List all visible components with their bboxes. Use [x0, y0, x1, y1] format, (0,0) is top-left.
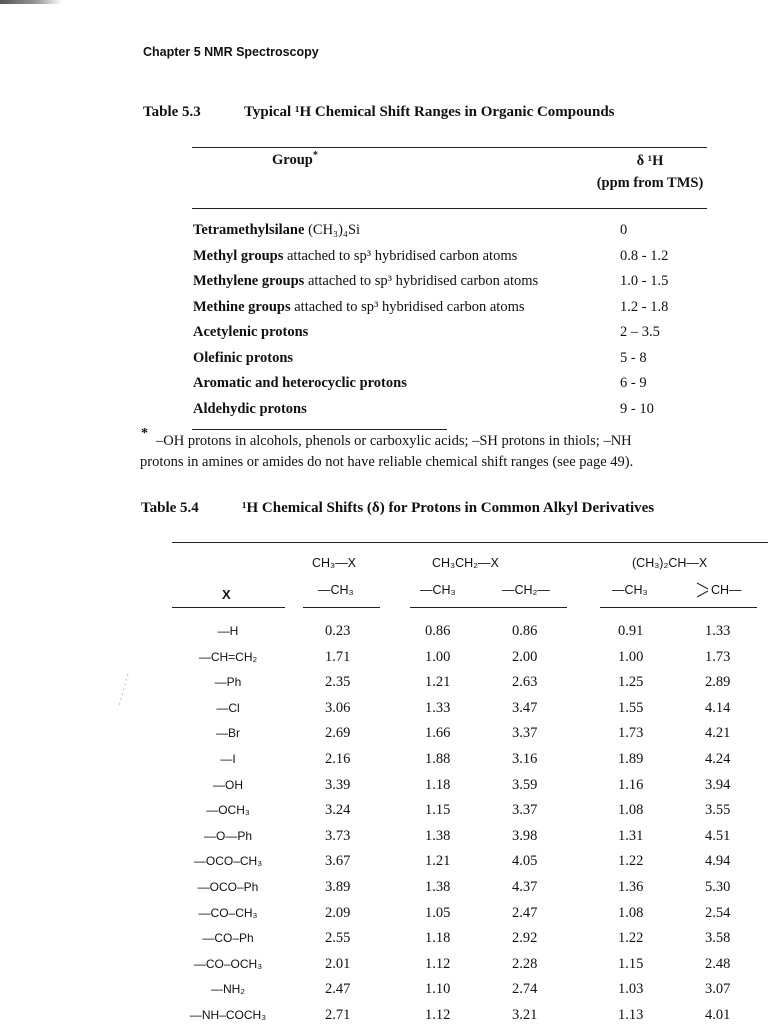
- shift-ethyl-methyl: 1.18: [425, 776, 451, 793]
- table-5-3-row: [193, 222, 360, 239]
- row-group-detail: attached to sp³ hybridised carbon atoms: [283, 247, 518, 264]
- shift-ch3x-methyl: 2.55: [325, 930, 351, 947]
- substituent-x: —H: [217, 624, 239, 638]
- table-5-3-row: [193, 401, 307, 418]
- shift-isopropyl-methyl: 1.31: [618, 827, 644, 844]
- shift-isopropyl-methine: 5.30: [705, 879, 731, 895]
- shift-ethyl-methylene: 3.37: [512, 725, 538, 742]
- shift-isopropyl-methyl: 1.36: [618, 879, 644, 895]
- shift-isopropyl-methyl: 1.22: [618, 930, 644, 947]
- table-5-3-label: Table 5.3: [143, 104, 201, 120]
- row-shift-range: 2 – 3.5: [620, 324, 660, 340]
- shift-ethyl-methyl: 1.12: [425, 955, 451, 972]
- shift-isopropyl-methyl: 1.08: [618, 802, 644, 819]
- shift-ethyl-methylene: 3.98: [512, 827, 538, 844]
- shift-isopropyl-methyl: 1.73: [618, 725, 644, 742]
- subheader-methyl-isopropyl: —CH₃: [612, 583, 648, 597]
- row-group-detail: (CH₃)₄Si: [304, 222, 361, 238]
- shift-ch3x-methyl: 2.16: [325, 751, 351, 767]
- shift-ethyl-methyl: 1.21: [425, 674, 451, 691]
- shift-ethyl-methylene: 3.59: [512, 776, 538, 793]
- shift-ethyl-methylene: 2.00: [512, 648, 538, 665]
- shift-ch3x-methyl: 3.24: [325, 802, 351, 819]
- group-header-ch3x: CH₃—X: [312, 556, 356, 570]
- substituent-x: —Cl: [216, 700, 240, 715]
- shift-ethyl-methylene: 3.21: [512, 1007, 538, 1023]
- table-5-3-shift-header: [580, 150, 720, 194]
- shift-ch3x-methyl: 2.01: [325, 955, 351, 972]
- table-5-3-row: [193, 350, 293, 367]
- shift-isopropyl-methine: 3.07: [705, 981, 731, 998]
- shift-header-line1: δ ¹H: [636, 153, 664, 169]
- shift-ch3x-methyl: 2.35: [325, 674, 351, 691]
- table-5-4-label: Table 5.4: [141, 500, 199, 516]
- chapter-header: Chapter 5 NMR Spectroscopy: [143, 45, 319, 59]
- subrule-ch3x: [303, 607, 380, 608]
- table-5-4-top-rule: [172, 542, 768, 543]
- shift-ethyl-methylene: 2.47: [512, 904, 538, 921]
- shift-ethyl-methyl: 1.05: [425, 904, 451, 921]
- shift-ethyl-methyl: 1.12: [425, 1007, 451, 1023]
- shift-ethyl-methylene: 3.16: [512, 751, 538, 767]
- table-5-3-row: [193, 273, 538, 290]
- row-group-name: Aldehydic protons: [193, 400, 307, 417]
- row-shift-range: 0.8 - 1.2: [620, 247, 669, 264]
- shift-ethyl-methyl: 1.33: [425, 699, 451, 716]
- shift-ethyl-methylene: 4.37: [512, 879, 538, 895]
- shift-isopropyl-methyl: 1.22: [618, 853, 644, 870]
- subrule-ch3ch2x: [410, 607, 567, 608]
- shift-ethyl-methyl: 1.21: [425, 853, 451, 870]
- shift-ch3x-methyl: 2.69: [325, 725, 351, 742]
- shift-isopropyl-methine: 2.48: [705, 955, 731, 972]
- row-group-name: Aromatic and heterocyclic protons: [193, 375, 407, 391]
- shift-isopropyl-methine: 3.55: [705, 802, 731, 819]
- table-5-3-row: [193, 299, 525, 316]
- shift-ethyl-methylene: 2.28: [512, 955, 538, 972]
- shift-ethyl-methyl: 1.66: [425, 725, 451, 742]
- shift-isopropyl-methyl: 0.91: [618, 623, 644, 639]
- subheader-methyl-ethyl: —CH₃: [420, 583, 456, 597]
- shift-ethyl-methyl: 0.86: [425, 623, 451, 639]
- shift-ethyl-methyl: 1.38: [425, 827, 451, 844]
- substituent-x: —CH=CH₂: [198, 649, 258, 664]
- table-5-3-row: [193, 324, 308, 341]
- row-group-name: Tetramethylsilane: [193, 222, 305, 238]
- row-shift-range: 5 - 8: [620, 349, 647, 366]
- shift-isopropyl-methine: 4.24: [705, 751, 731, 767]
- substituent-x: —I: [220, 752, 236, 766]
- subheader-methylene-ethyl: —CH₂—: [502, 583, 550, 597]
- subrule-ch32chx: [600, 607, 757, 608]
- subheader-methine-isopropyl: CH—: [711, 583, 742, 597]
- shift-ethyl-methylene: 3.47: [512, 699, 538, 716]
- shift-header-line2: (ppm from TMS): [596, 175, 704, 191]
- shift-isopropyl-methine: 4.21: [705, 725, 731, 742]
- x-column-header: X: [222, 587, 231, 602]
- row-group-name: Acetylenic protons: [193, 324, 309, 340]
- shift-isopropyl-methyl: 1.55: [618, 699, 644, 716]
- shift-isopropyl-methine: 1.73: [705, 648, 731, 665]
- table-5-3-header-rule: [192, 208, 707, 209]
- shift-ethyl-methyl: 1.15: [425, 802, 451, 819]
- shift-ch3x-methyl: 3.73: [325, 827, 351, 844]
- shift-ethyl-methyl: 1.00: [425, 648, 451, 665]
- shift-isopropyl-methine: 4.94: [705, 853, 731, 870]
- row-shift-range: 0: [620, 222, 628, 238]
- shift-ch3x-methyl: 3.89: [325, 879, 351, 895]
- shift-ethyl-methylene: 2.63: [512, 674, 538, 691]
- shift-ethyl-methyl: 1.10: [425, 981, 451, 998]
- row-shift-range: 1.2 - 1.8: [620, 298, 669, 315]
- shift-isopropyl-methine: 4.51: [705, 827, 731, 844]
- shift-ch3x-methyl: 2.47: [325, 981, 351, 998]
- table-5-3-row: [193, 248, 517, 265]
- shift-ch3x-methyl: 3.39: [325, 776, 351, 793]
- shift-ethyl-methyl: 1.18: [425, 930, 451, 947]
- shift-isopropyl-methine: 1.33: [705, 623, 731, 639]
- shift-isopropyl-methyl: 1.25: [618, 674, 644, 691]
- row-shift-range: 1.0 - 1.5: [620, 273, 669, 289]
- substituent-x: —OCO–CH₃: [193, 854, 263, 869]
- substituent-x: —CO–Ph: [202, 931, 254, 946]
- table-5-3-row: [193, 375, 407, 392]
- shift-ethyl-methyl: 1.38: [425, 879, 451, 895]
- table-5-3-bottom-rule: [192, 429, 447, 430]
- shift-ethyl-methylene: 2.74: [512, 981, 538, 998]
- row-shift-range: 6 - 9: [620, 375, 647, 391]
- shift-ch3x-methyl: 1.71: [325, 648, 351, 665]
- row-group-detail: attached to sp³ hybridised carbon atoms: [304, 273, 539, 289]
- footnote-line-2: protons in amines or amides do not have reliable chemical shift ranges (see page 49).: [140, 454, 634, 470]
- substituent-x: —Br: [216, 726, 240, 741]
- substituent-x: —O—Ph: [203, 828, 252, 843]
- row-group-name: Olefinic protons: [193, 349, 294, 366]
- substituent-x: —OCO–Ph: [197, 880, 259, 894]
- shift-ch3x-methyl: 3.06: [325, 699, 351, 716]
- shift-isopropyl-methine: 4.01: [705, 1007, 731, 1023]
- group-header-ch3ch2x: CH₃CH₂—X: [432, 556, 499, 570]
- shift-isopropyl-methine: 2.89: [705, 674, 731, 691]
- table-5-3-title: Typical ¹H Chemical Shift Ranges in Organic Compounds: [244, 104, 615, 120]
- scan-smudge: [116, 672, 130, 708]
- shift-ch3x-methyl: 2.09: [325, 904, 351, 921]
- table-5-4-title: ¹H Chemical Shifts (δ) for Protons in Common Alkyl Derivatives: [242, 500, 655, 516]
- shift-isopropyl-methyl: 1.15: [618, 955, 644, 972]
- shift-isopropyl-methine: 2.54: [705, 904, 731, 921]
- methine-bond-icon: [696, 580, 710, 600]
- shift-ch3x-methyl: 0.23: [325, 623, 351, 639]
- shift-isopropyl-methine: 4.14: [705, 699, 731, 716]
- group-header-footnote-mark: *: [312, 150, 318, 161]
- substituent-x: —NH₂: [211, 982, 245, 997]
- subheader-methyl-ch3x: —CH₃: [318, 583, 354, 597]
- substituent-x: —CO–CH₃: [198, 905, 258, 920]
- substituent-x: —OH: [213, 777, 243, 792]
- shift-isopropyl-methyl: 1.13: [618, 1007, 644, 1023]
- shift-ch3x-methyl: 3.67: [325, 853, 351, 870]
- shift-isopropyl-methyl: 1.16: [618, 776, 644, 793]
- shift-ethyl-methylene: 2.92: [512, 930, 538, 947]
- substituent-x: —NH–COCH₃: [189, 1008, 267, 1022]
- row-group-detail: attached to sp³ hybridised carbon atoms: [290, 298, 525, 315]
- footnote-line-1: –OH protons in alcohols, phenols or carboxylic acids; –SH protons in thiols; –NH: [156, 433, 632, 449]
- shift-ethyl-methylene: 3.37: [512, 802, 538, 819]
- shift-isopropyl-methyl: 1.00: [618, 648, 644, 665]
- shift-ethyl-methyl: 1.88: [425, 751, 451, 767]
- footnote-mark: *: [141, 426, 148, 441]
- group-header-label: Group: [272, 151, 313, 168]
- row-group-name: Methine groups: [193, 298, 291, 315]
- subrule-x: [172, 607, 285, 608]
- shift-isopropyl-methyl: 1.89: [618, 751, 644, 767]
- shift-ethyl-methylene: 0.86: [512, 623, 538, 639]
- shift-isopropyl-methyl: 1.03: [618, 981, 644, 998]
- substituent-x: —OCH₃: [206, 803, 250, 818]
- substituent-x: —CO–OCH₃: [193, 956, 263, 971]
- shift-ethyl-methylene: 4.05: [512, 853, 538, 870]
- shift-ch3x-methyl: 2.71: [325, 1007, 351, 1023]
- shift-isopropyl-methine: 3.58: [705, 930, 731, 947]
- shift-isopropyl-methine: 3.94: [705, 776, 731, 793]
- table-5-3-top-rule: [192, 147, 707, 148]
- row-group-name: Methylene groups: [193, 273, 305, 289]
- substituent-x: —Ph: [214, 675, 242, 690]
- row-shift-range: 9 - 10: [620, 400, 654, 417]
- row-group-name: Methyl groups: [193, 247, 284, 264]
- table-5-3-group-header: [272, 150, 318, 169]
- shift-isopropyl-methyl: 1.08: [618, 904, 644, 921]
- scan-artifact: [0, 0, 62, 4]
- group-header-ch32chx: (CH₃)₂CH—X: [632, 556, 708, 570]
